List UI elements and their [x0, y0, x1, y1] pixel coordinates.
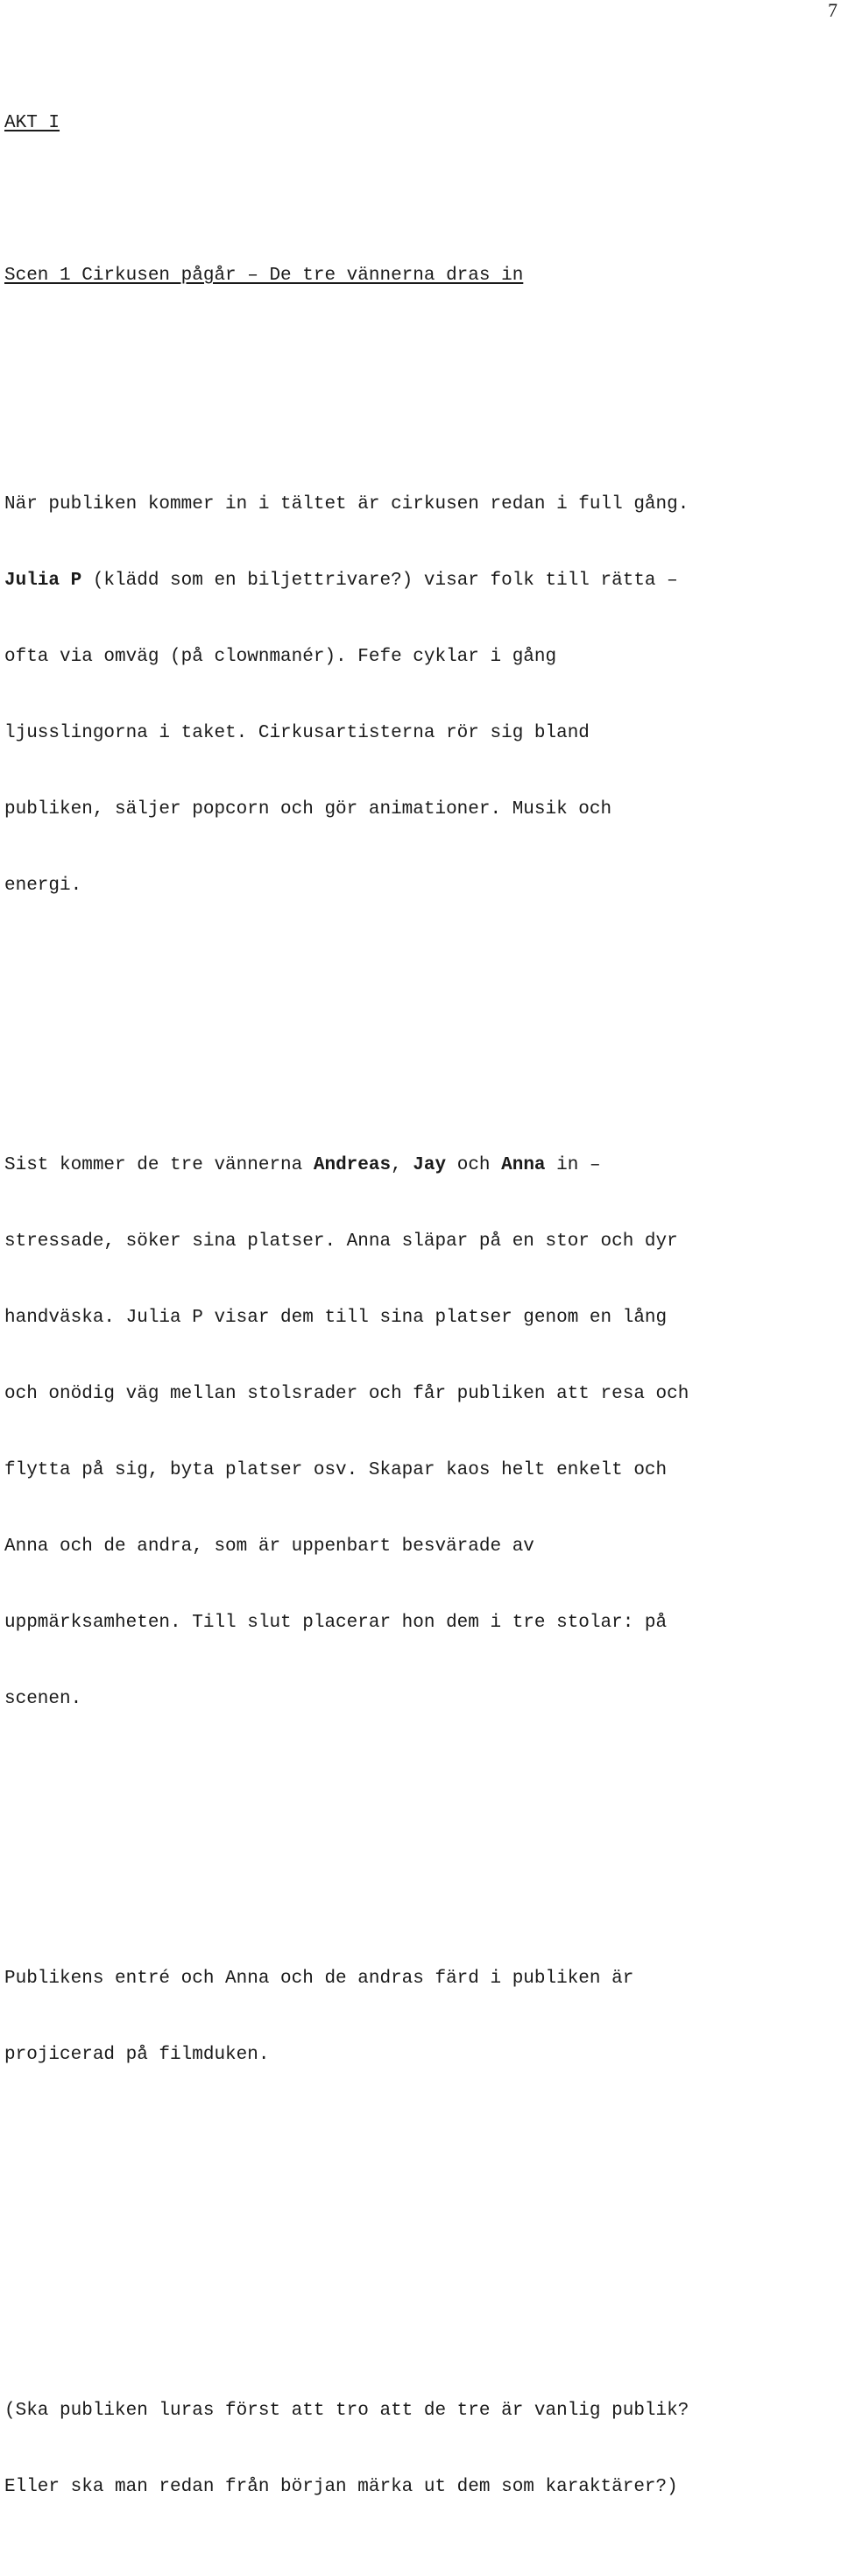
- text-line: energi.: [4, 876, 82, 896]
- text-line: och onödig väg mellan stolsrader och får publiken att resa och: [4, 1384, 689, 1404]
- text-line: projicerad på filmduken.: [4, 2045, 270, 2065]
- text-line: Eller ska man redan från början märka ut dem som karaktärer?): [4, 2477, 678, 2497]
- character-name-julia: Julia P: [4, 571, 82, 591]
- text-line: (Ska publiken luras först att tro att de tre är vanlig publik?: [4, 2401, 689, 2421]
- text-line: scenen.: [4, 1689, 82, 1709]
- character-name-andreas: Andreas: [313, 1155, 392, 1175]
- text-line: Publikens entré och Anna och de andras färd i publiken är: [4, 1969, 634, 1989]
- character-name-jay: Jay: [413, 1155, 447, 1175]
- text-line: handväska. Julia P visar dem till sina platser genom en lång: [4, 1308, 668, 1328]
- document-body: [4, 60, 837, 2576]
- text-line: Anna och de andra, som är uppenbart besvärade av: [4, 1536, 534, 1557]
- paragraph-friends: [4, 1102, 837, 1763]
- character-name-anna: Anna: [501, 1155, 546, 1175]
- paragraph-opening: [4, 441, 837, 949]
- text-line: När publiken kommer in i tältet är cirkusen redan i full gång.: [4, 494, 689, 514]
- text-line: uppmärksamheten. Till slut placerar hon dem i tre stolar: på: [4, 1613, 668, 1633]
- text-line: ofta via omväg (på clownmanér). Fefe cyklar i gång: [4, 647, 557, 667]
- text-line: flytta på sig, byta platser osv. Skapar kaos helt enkelt och: [4, 1460, 668, 1480]
- text-line: Sist kommer de tre vännerna Andreas, Jay och Anna in –: [4, 1155, 601, 1175]
- act-heading: AKT I: [4, 113, 60, 133]
- paragraph-question: [4, 2347, 837, 2551]
- scene-heading: Scen 1 Cirkusen pågår – De tre vännerna dras in: [4, 266, 524, 286]
- text-line: publiken, säljer popcorn och gör animationer. Musik och: [4, 799, 612, 820]
- text-line: Julia P (klädd som en biljettrivare?) visar folk till rätta –: [4, 571, 678, 591]
- paragraph-projection: [4, 1915, 837, 2118]
- text-line: stressade, söker sina platser. Anna släpar på en stor och dyr: [4, 1231, 678, 1252]
- text-line: ljusslingorna i taket. Cirkusartisterna rör sig bland: [4, 723, 590, 743]
- page-number: 7: [828, 0, 837, 21]
